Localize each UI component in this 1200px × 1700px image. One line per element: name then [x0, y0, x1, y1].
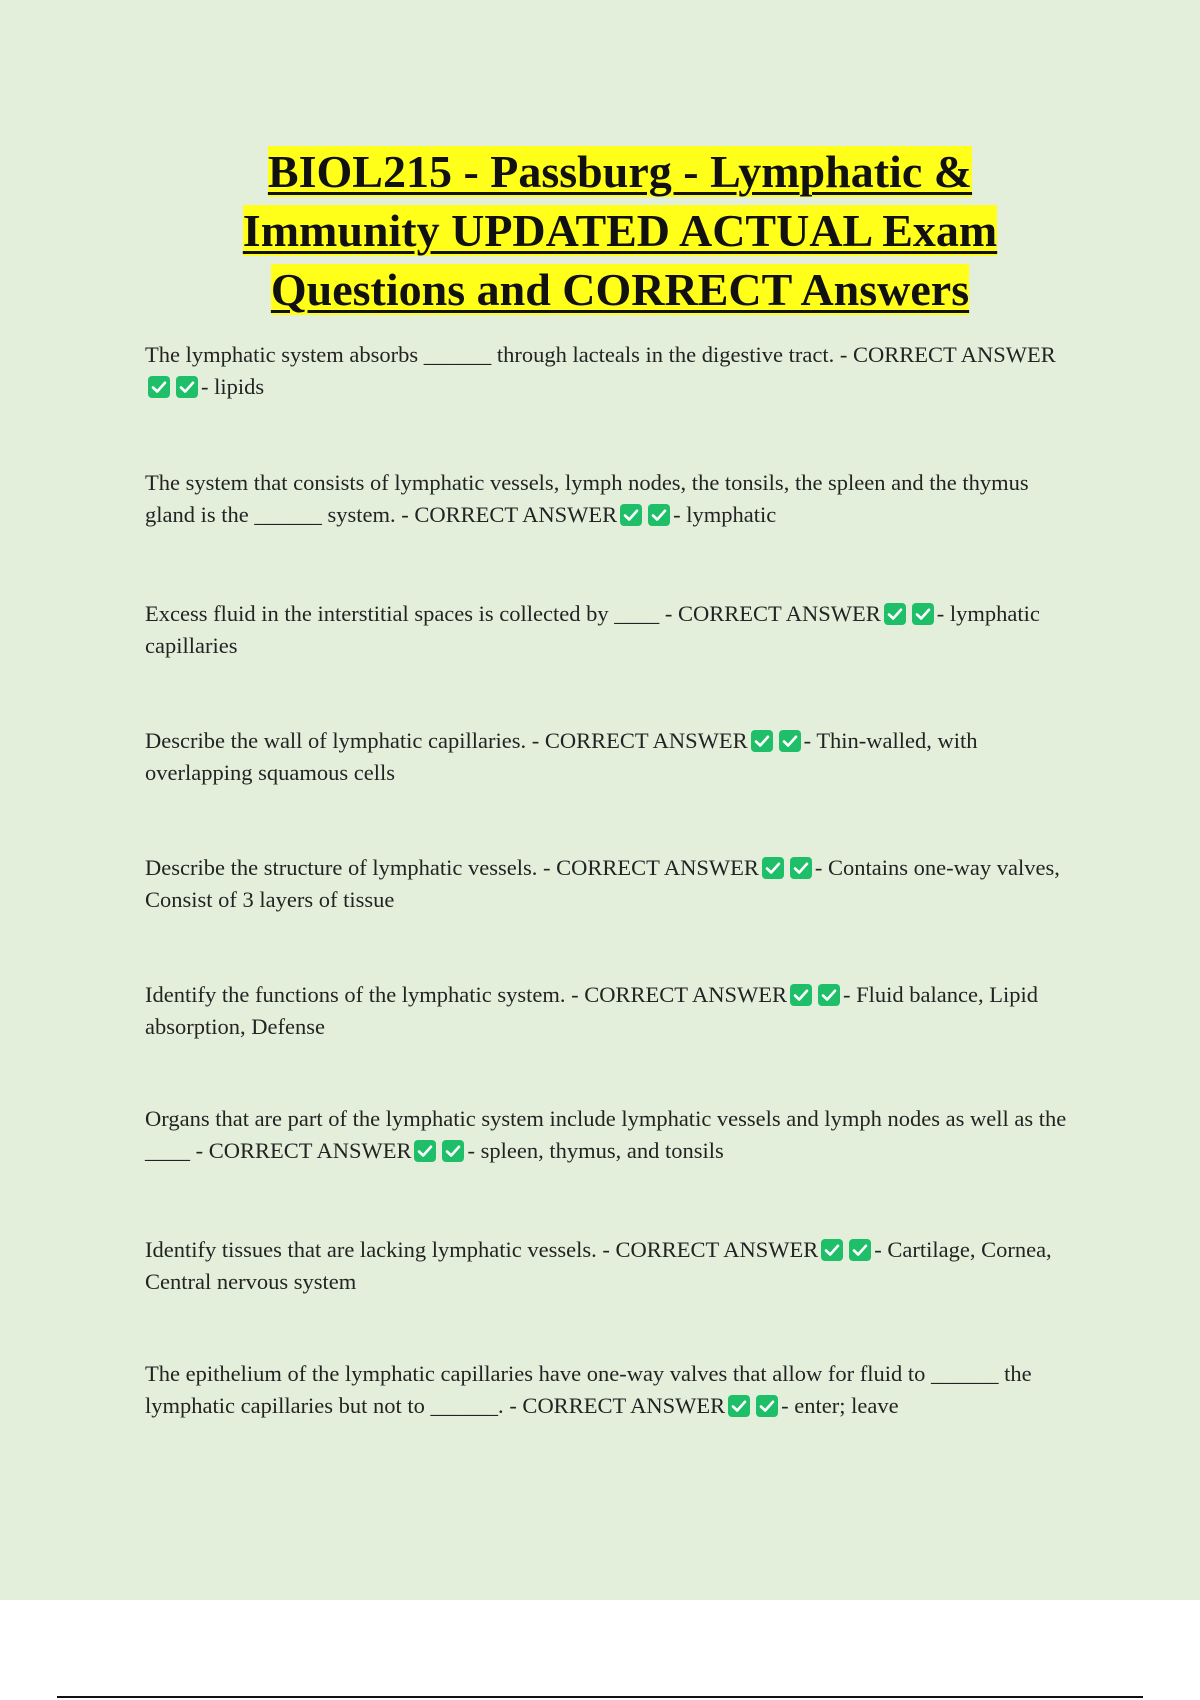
check-mark-icon [790, 984, 812, 1006]
question-text: Organs that are part of the lymphatic system include lymphatic vessels and lymph nodes as well as the ____ [145, 1106, 1067, 1163]
answer-text: Fluid balance, Lipid absorption, Defense [145, 982, 1038, 1039]
check-mark-icon [148, 376, 170, 398]
qa-item: Describe the wall of lymphatic capillaries. - CORRECT ANSWER - Thin-walled, with overlapping squamous cells [145, 728, 978, 785]
answer-text: spleen, thymus, and tonsils [480, 1138, 724, 1163]
check-mark-icon [818, 984, 840, 1006]
title-line-1: BIOL215 - Passburg - Lymphatic & [267, 146, 973, 197]
check-mark-icon [790, 857, 812, 879]
answer-marker: - CORRECT ANSWER [543, 855, 759, 880]
answer-marker: - CORRECT ANSWER [602, 1237, 819, 1262]
check-mark-icon [821, 1239, 843, 1261]
qa-item: The system that consists of lymphatic vessels, lymph nodes, the tonsils, the spleen and the thymus gland is the ______ system. - CORRECT ANSWER - lymphatic [145, 470, 1029, 527]
check-mark-icon [756, 1395, 778, 1417]
check-mark-icon [414, 1140, 436, 1162]
check-mark-icon [728, 1395, 750, 1417]
qa-item: The lymphatic system absorbs ______ through lacteals in the digestive tract. - CORRECT ANSWER - lipids [145, 342, 1056, 399]
check-mark-icon [884, 603, 906, 625]
check-mark-icon [176, 376, 198, 398]
qa-item: Excess fluid in the interstitial spaces is collected by ____ - CORRECT ANSWER - lymphatic capillaries [145, 601, 1040, 658]
answer-marker: - CORRECT ANSWER [664, 601, 881, 626]
answer-marker: - CORRECT ANSWER [401, 502, 618, 527]
answer-text: lymphatic capillaries [145, 601, 1040, 658]
answer-marker: - CORRECT ANSWER [509, 1393, 726, 1418]
document-title [140, 142, 1100, 319]
qa-item: Organs that are part of the lymphatic system include lymphatic vessels and lymph nodes as well as the ____ - CORRECT ANSWER - spleen, thymus, and tonsils [145, 1106, 1067, 1163]
question-text: Identify the functions of the lymphatic system. [145, 982, 566, 1007]
answer-text: enter; leave [794, 1393, 899, 1418]
answer-text: Thin-walled, with overlapping squamous cells [145, 728, 978, 785]
qa-item: The epithelium of the lymphatic capillaries have one-way valves that allow for fluid to ______ the lymphatic capillaries but not to ______. - CORRECT ANSWER - enter; leave [145, 1361, 1032, 1418]
answer-marker: - CORRECT ANSWER [839, 342, 1056, 367]
question-text: Describe the wall of lymphatic capillaries. [145, 728, 527, 753]
question-text: Excess fluid in the interstitial spaces is collected by ____ [145, 601, 660, 626]
answer-marker: - CORRECT ANSWER [531, 728, 748, 753]
answer-marker: - CORRECT ANSWER [571, 982, 788, 1007]
footer-rule [57, 1696, 1143, 1698]
title-line-2: Immunity UPDATED ACTUAL Exam [242, 205, 998, 256]
qa-item: Identify tissues that are lacking lymphatic vessels. - CORRECT ANSWER - Cartilage, Cornea, Central nervous system [145, 1237, 1052, 1294]
check-mark-icon [762, 857, 784, 879]
check-mark-icon [620, 504, 642, 526]
question-text: The lymphatic system absorbs ______ through lacteals in the digestive tract. [145, 342, 835, 367]
question-text: Identify tissues that are lacking lymphatic vessels. [145, 1237, 597, 1262]
check-mark-icon [912, 603, 934, 625]
check-mark-icon [849, 1239, 871, 1261]
check-mark-icon [779, 730, 801, 752]
answer-text: lipids [214, 374, 265, 399]
question-text: Describe the structure of lymphatic vessels. [145, 855, 538, 880]
check-mark-icon [751, 730, 773, 752]
answer-text: Contains one-way valves, Consist of 3 layers of tissue [145, 855, 1060, 912]
check-mark-icon [648, 504, 670, 526]
question-text: The epithelium of the lymphatic capillaries have one-way valves that allow for fluid to ______ the lymphatic capillaries but not to ______. [145, 1361, 1032, 1418]
qa-item: Identify the functions of the lymphatic system. - CORRECT ANSWER - Fluid balance, Lipid absorption, Defense [145, 982, 1038, 1039]
answer-marker: - CORRECT ANSWER [195, 1138, 412, 1163]
check-mark-icon [442, 1140, 464, 1162]
title-line-3: Questions and CORRECT Answers [270, 264, 970, 315]
question-text: The system that consists of lymphatic vessels, lymph nodes, the tonsils, the spleen and the thymus gland is the ______ system. [145, 470, 1029, 527]
answer-text: Cartilage, Cornea, Central nervous system [145, 1237, 1052, 1294]
answer-text: lymphatic [686, 502, 777, 527]
qa-item: Describe the structure of lymphatic vessels. - CORRECT ANSWER - Contains one-way valves, Consist of 3 layers of tissue [145, 855, 1060, 912]
